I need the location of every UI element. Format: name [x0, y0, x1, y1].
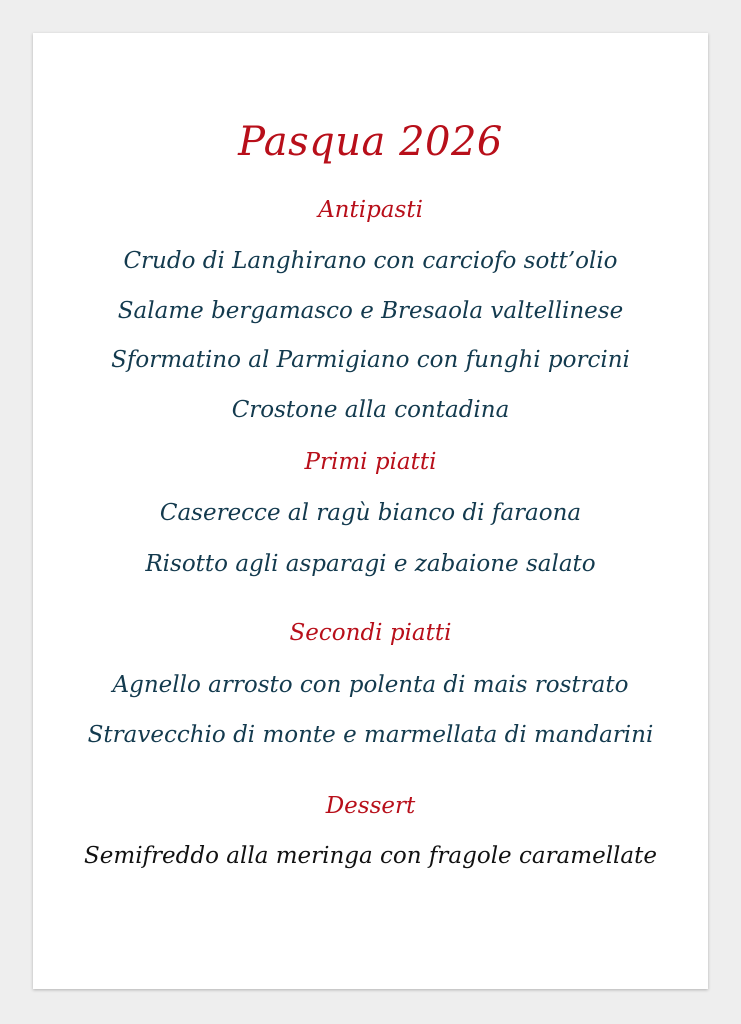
section-heading-dessert: Dessert [325, 793, 416, 819]
section-heading-primi: Primi piatti [304, 449, 437, 475]
dish-item: Sformatino al Parmigiano con funghi porcini [111, 347, 630, 373]
menu-title: Pasqua 2026 [238, 119, 503, 165]
dish-item: Agnello arrosto con polenta di mais rostrato [112, 672, 629, 698]
dish-item: Risotto agli asparagi e zabaione salato [145, 551, 596, 577]
dish-item: Crudo di Langhirano con carciofo sott’olio [123, 248, 618, 274]
dish-item: Crostone alla contadina [231, 397, 510, 423]
dish-item: Stravecchio di monte e marmellata di mandarini [87, 722, 654, 748]
section-heading-antipasti: Antipasti [318, 197, 423, 223]
section-heading-secondi: Secondi piatti [289, 620, 452, 646]
dish-item: Salame bergamasco e Bresaola valtellinese [117, 298, 624, 324]
menu-page [33, 33, 708, 989]
dish-item: Semifreddo alla meringa con fragole caramellate [84, 843, 657, 869]
dish-item: Caserecce al ragù bianco di faraona [159, 500, 582, 526]
